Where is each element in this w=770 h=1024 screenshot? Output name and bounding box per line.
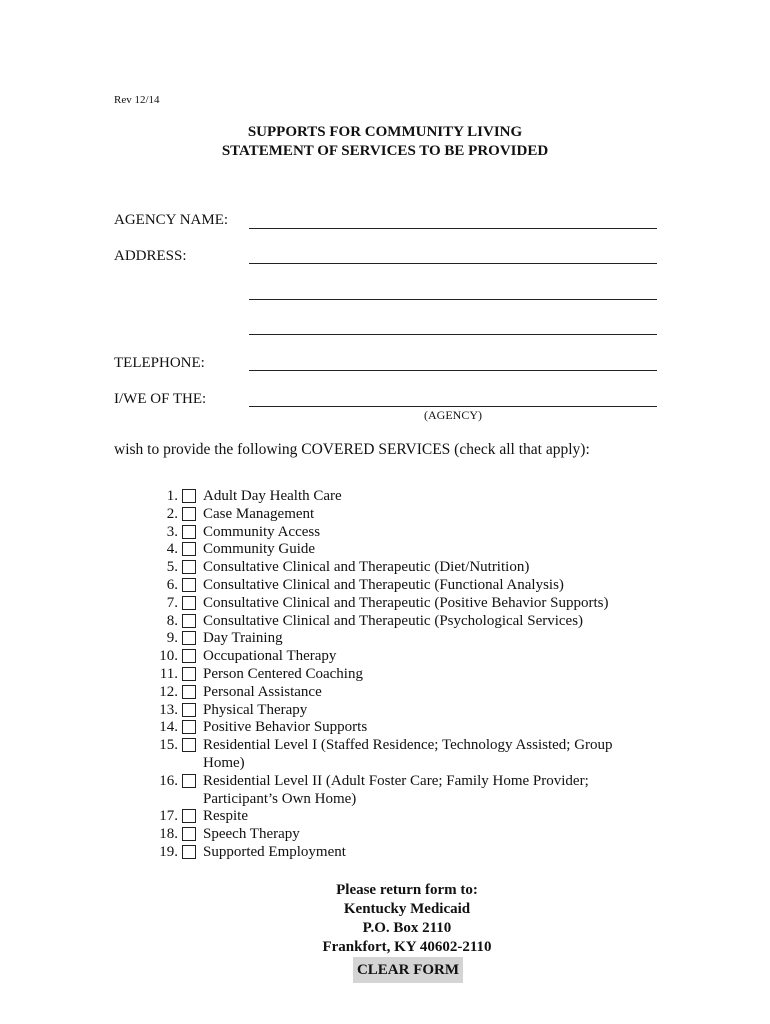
service-item: [0, 613, 770, 631]
service-checkbox[interactable]: [182, 489, 196, 503]
service-checkbox[interactable]: [182, 667, 196, 681]
service-number: 17.: [159, 808, 178, 825]
service-label-line: Adult Day Health Care: [203, 488, 342, 504]
service-checkbox[interactable]: [182, 720, 196, 734]
return-name: Kentucky Medicaid: [343, 901, 471, 917]
service-number: 16.: [159, 772, 178, 789]
service-checkbox[interactable]: [182, 542, 196, 556]
service-item: [0, 702, 770, 720]
service-item: [0, 719, 770, 737]
service-item: [0, 577, 770, 595]
service-label: [203, 666, 643, 684]
service-number: 6.: [166, 576, 178, 593]
service-label: [203, 773, 643, 809]
service-label: [203, 630, 643, 648]
service-number: 19.: [159, 843, 178, 860]
service-label-line: Supported Employment: [203, 843, 346, 860]
form-subtitle: STATEMENT OF SERVICES TO BE PROVIDED: [221, 143, 549, 159]
service-label-line: Consultative Clinical and Therapeutic (Diet/Nutrition): [203, 559, 530, 576]
service-label-line: Community Access: [203, 523, 321, 540]
service-label: [203, 506, 643, 524]
service-label: [203, 541, 643, 559]
service-checkbox[interactable]: [182, 738, 196, 752]
service-item: [0, 773, 770, 809]
service-item: [0, 737, 770, 773]
service-label-line: Day Training: [203, 630, 283, 647]
service-item: [0, 826, 770, 844]
agency-name-label: AGENCY NAME:: [114, 212, 229, 228]
service-label: [203, 595, 643, 613]
service-label: [203, 844, 643, 862]
return-city: Frankfort, KY 40602-2110: [322, 939, 492, 955]
service-number: 4.: [166, 541, 178, 558]
service-number: 14.: [159, 719, 178, 736]
address-field-line-3[interactable]: [249, 334, 657, 335]
service-checkbox[interactable]: [182, 685, 196, 699]
service-checkbox[interactable]: [182, 596, 196, 610]
service-label-line: Positive Behavior Supports: [203, 719, 368, 736]
service-label: [203, 684, 643, 702]
service-number: 15.: [159, 737, 178, 754]
service-number: 8.: [166, 612, 178, 629]
service-label: [203, 524, 643, 542]
service-number: 10.: [159, 648, 178, 665]
service-label-line: Case Management: [203, 505, 315, 522]
service-number: 18.: [159, 826, 178, 843]
service-item: [0, 559, 770, 577]
service-number: 3.: [166, 523, 178, 540]
service-number: 13.: [159, 701, 178, 718]
service-checkbox[interactable]: [182, 649, 196, 663]
service-number: 2.: [166, 505, 178, 522]
service-label-line: Consultative Clinical and Therapeutic (Positive Behavior Supports): [203, 594, 609, 611]
service-checkbox[interactable]: [182, 560, 196, 574]
telephone-label: TELEPHONE:: [114, 355, 205, 371]
service-number: 1.: [166, 488, 178, 504]
service-number: 11.: [159, 665, 178, 682]
service-label: [203, 737, 643, 773]
service-label: [203, 719, 643, 737]
service-label-line: Speech Therapy: [203, 826, 300, 843]
service-label-line: Respite: [203, 808, 248, 825]
service-label: [203, 577, 643, 595]
service-checkbox[interactable]: [182, 507, 196, 521]
telephone-field[interactable]: [249, 370, 657, 371]
service-label-line: Consultative Clinical and Therapeutic (Psychological Services): [203, 612, 584, 629]
agency-caption: (AGENCY): [424, 408, 482, 422]
agency-field[interactable]: [249, 406, 657, 407]
service-item: [0, 630, 770, 648]
service-checkbox[interactable]: [182, 845, 196, 859]
service-item: [0, 595, 770, 613]
service-label: [203, 648, 643, 666]
service-checkbox[interactable]: [182, 525, 196, 539]
service-number: 5.: [166, 559, 178, 576]
address-field-line-1[interactable]: [249, 263, 657, 264]
service-checkbox[interactable]: [182, 614, 196, 628]
service-checkbox[interactable]: [182, 827, 196, 841]
service-label-line: Community Guide: [203, 541, 316, 558]
service-label: [203, 559, 643, 577]
service-label-line: Person Centered Coaching: [203, 665, 363, 682]
service-checkbox[interactable]: [182, 703, 196, 717]
service-item: [0, 524, 770, 542]
service-label-line: Consultative Clinical and Therapeutic (Functional Analysis): [203, 576, 564, 593]
service-label: [203, 702, 643, 720]
service-item: [0, 488, 770, 506]
service-item: [0, 808, 770, 826]
service-label-line: Residential Level I (Staffed Residence; Technology Assisted; Group: [203, 737, 613, 754]
service-checkbox[interactable]: [182, 774, 196, 788]
service-number: 9.: [166, 630, 178, 647]
iwe-label: I/WE OF THE:: [114, 391, 207, 407]
service-number: 12.: [159, 683, 178, 700]
service-item: [0, 684, 770, 702]
address-field-line-2[interactable]: [249, 299, 657, 300]
service-label-line: Home): [203, 754, 245, 771]
service-label-line: Occupational Therapy: [203, 648, 337, 665]
service-item: [0, 648, 770, 666]
return-heading: Please return form to:: [336, 882, 478, 898]
service-label: [203, 613, 643, 631]
agency-name-field[interactable]: [249, 228, 657, 229]
return-po-box: P.O. Box 2110: [362, 920, 452, 936]
service-number: 7.: [166, 594, 178, 611]
services-intro: wish to provide the following COVERED SERVICES (check all that apply):: [114, 441, 590, 458]
service-checkbox[interactable]: [182, 631, 196, 645]
address-label: ADDRESS:: [114, 248, 187, 264]
service-checkbox[interactable]: [182, 809, 196, 823]
service-label: [203, 488, 643, 506]
service-label-line: Residential Level II (Adult Foster Care; Family Home Provider;: [203, 772, 589, 789]
service-item: [0, 844, 770, 862]
revision-label: Rev 12/14: [114, 94, 160, 106]
service-item: [0, 506, 770, 524]
service-label: [203, 808, 643, 826]
form-title: SUPPORTS FOR COMMUNITY LIVING: [247, 124, 523, 140]
service-checkbox[interactable]: [182, 578, 196, 592]
service-label-line: Participant’s Own Home): [203, 790, 357, 807]
clear-form-button[interactable]: CLEAR FORM: [353, 957, 463, 983]
services-list: [0, 488, 770, 862]
service-label-line: Physical Therapy: [203, 701, 308, 718]
service-label: [203, 826, 643, 844]
service-item: [0, 541, 770, 559]
service-item: [0, 666, 770, 684]
service-label-line: Personal Assistance: [203, 683, 322, 700]
